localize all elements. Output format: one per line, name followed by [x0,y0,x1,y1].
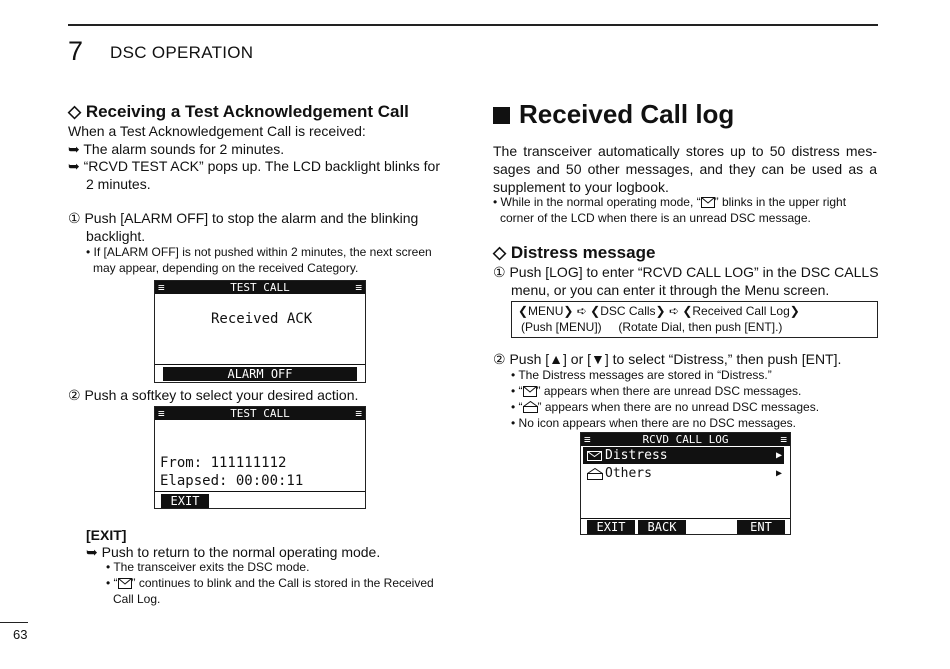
lcd-divider [155,364,365,365]
bullet-2-cont: 2 minutes. [86,176,151,192]
bullet-2: ➥ “RCVD TEST ACK” pops up. The LCD backlight blinks for [68,158,440,174]
step-1: ① Push [ALARM OFF] to stop the alarm and the blinking [68,210,419,226]
right-para-3: supplement to your logbook. [493,179,669,195]
right-para-1: The transceiver automatically stores up to 50 distress mes- [493,143,877,159]
envelope-icon [587,451,602,461]
envelope-icon [701,197,715,208]
step-2: ② Push a softkey to select your desired action. [68,387,359,403]
lcd-title-bar: ≡ TEST CALL ≡ [155,281,365,294]
log-item-distress[interactable] [583,447,784,464]
distress-step-2: ② Push [▲] or [▼] to select “Distress,” then push [ENT]. [493,351,842,367]
distress-note-1: • The Distress messages are stored in “Distress.” [511,368,772,382]
softkey-exit[interactable]: EXIT [161,494,209,508]
distress-note-4: • No icon appears when there are no DSC messages. [511,416,797,430]
distress-note-3: • “ ” appears when there are no unread DSC messages. [511,400,820,414]
softkey-back[interactable]: BACK [638,520,686,534]
log-item-label: Distress [605,448,668,463]
right-note-cont: corner of the LCD when there is an unread DSC message. [500,211,811,225]
menu-icon: ≡ [780,433,787,446]
distress-step-1-cont: menu, or you can enter it through the Menu screen. [511,282,830,298]
menu-path-sub: (Push [MENU]) (Rotate Dial, then push [ENT].) [521,320,783,334]
lcd-divider [155,491,365,492]
exit-note-2: • “ ” continues to blink and the Call is stored in the Received [106,576,434,590]
header-rule [68,24,878,26]
arrow-icon: ➥ [68,158,80,174]
square-bullet-icon [493,107,510,124]
page-number: 63 [13,627,28,642]
arrow-icon: ➥ [86,544,98,560]
envelope-icon [118,578,132,589]
step-1-cont: backlight. [86,228,146,244]
lcd-elapsed: Elapsed: 00:00:11 [160,473,304,489]
exit-note-1: • The transceiver exits the DSC mode. [106,560,310,574]
chapter-number: 7 [68,36,84,66]
menu-icon: ≡ [584,433,591,446]
menu-icon: ≡ [158,281,165,294]
step-1-note-cont: may appear, depending on the received Category. [93,261,359,275]
lcd-test-call-ack [154,280,366,383]
step-1-note: • If [ALARM OFF] is not pushed within 2 minutes, the next screen [86,245,432,259]
lcd-title-bar: ≡ RCVD CALL LOG ≡ [581,433,790,446]
right-para-2: sages and 50 other messages, and they can be used as a [493,161,877,177]
page-number-rule [0,622,28,623]
log-item-others[interactable] [583,465,784,482]
open-envelope-icon [587,468,603,480]
lcd-from: From: 111111112 [160,455,287,471]
exit-action: ➥ Push to return to the normal operating mode. [86,544,381,560]
exit-label: [EXIT] [86,527,127,543]
left-intro: When a Test Acknowledgement Call is received: [68,123,366,139]
distress-subheading: ◇ Distress message [493,243,656,262]
menu-icon: ≡ [355,407,362,420]
softkey-alarm-off[interactable]: ALARM OFF [163,367,357,381]
diamond-icon: ◇ [493,243,507,262]
chapter-title: DSC OPERATION [110,43,254,62]
right-heading: Received Call log [493,99,734,130]
chevron-right-icon: ▶ [775,450,782,461]
menu-path-box [511,301,878,338]
softkey-exit[interactable]: EXIT [587,520,635,534]
open-envelope-icon [523,401,538,413]
envelope-icon [523,386,537,397]
diamond-icon: ◇ [68,102,82,121]
lcd-test-call-result [154,406,366,509]
log-item-label: Others [605,466,652,481]
right-note: • While in the normal operating mode, “ ” blinks in the upper right [493,195,847,209]
arrow-icon: ➥ [68,141,80,157]
menu-path: ❮MENU❯ ➪ ❮DSC Calls❯ ➪ ❮Received Call Log❯ [518,304,800,318]
lcd-rcvd-call-log [580,432,791,535]
lcd-message: Received ACK [211,311,313,327]
distress-step-1: ① Push [LOG] to enter “RCVD CALL LOG” in the DSC CALLS [493,264,879,280]
bullet-1: ➥ The alarm sounds for 2 minutes. [68,141,285,157]
exit-note-2-cont: Call Log. [113,592,161,606]
distress-note-2: • “ ” appears when there are unread DSC messages. [511,384,802,398]
left-heading: ◇ Receiving a Test Acknowledgement Call [68,102,409,121]
lcd-divider [581,518,790,519]
menu-icon: ≡ [158,407,165,420]
softkey-ent[interactable]: ENT [737,520,785,534]
lcd-title-bar: ≡ TEST CALL ≡ [155,407,365,420]
chevron-right-icon: ▶ [775,468,782,479]
menu-icon: ≡ [355,281,362,294]
